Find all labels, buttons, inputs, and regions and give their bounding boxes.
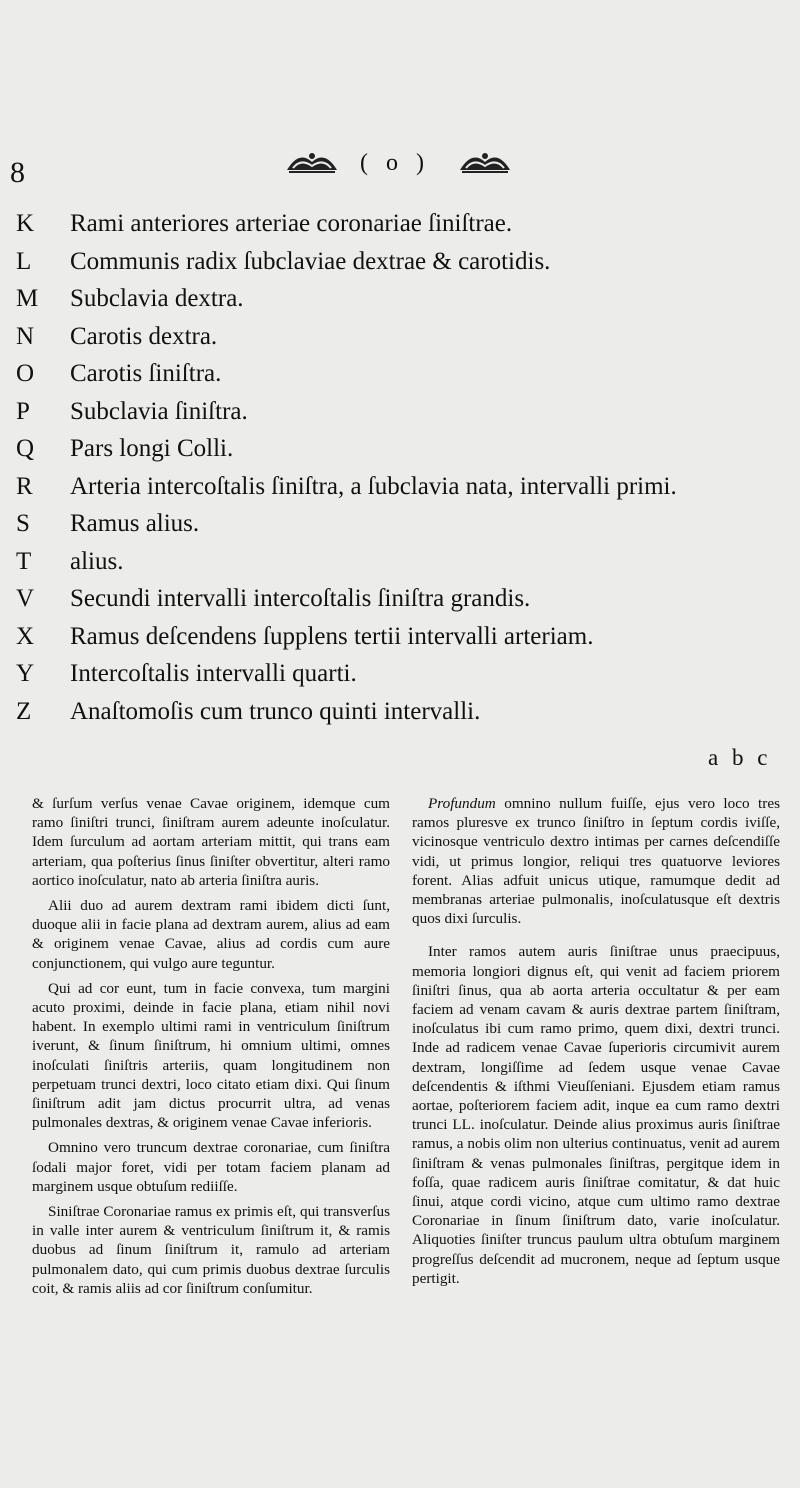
legend-letter: O	[16, 360, 35, 387]
legend-letter: P	[16, 397, 30, 425]
paragraph: Alii duo ad aurem dextram rami ibidem dicti ſunt, duoque alii in facie plana ad dextram aurem, alius ad eam & originem venae Cavae, alius ad cordis cum aure conjunctionem, qui vulgo aure teguntur.	[32, 897, 390, 972]
legend-text: Communis radix ſubclaviae dextrae & carotidis.	[70, 247, 551, 275]
legend-item	[0, 694, 800, 732]
legend-item	[0, 206, 800, 244]
legend-text: Carotis dextra.	[70, 322, 218, 350]
page-header-title: ( o )	[360, 150, 430, 176]
right-column	[412, 794, 780, 1294]
legend-item	[0, 544, 800, 582]
legend-item	[0, 619, 800, 657]
paragraph-text: omnino nullum fuiſſe, ejus vero loco tres ramos pluresve ex trunco ſiniſtro in ſeptum cordis iviſſe, vicinosque ventriculo dextro intimas per carnes deſcendiſſe vidi, ut primus longior, reliqui tres quatuorve leviores forent. Alias adfuit unicus utique, ramumque dedit ad membranas arteriae pulmonalis, inoſculatusque eſt dextris quos dixi ſurculis.	[412, 795, 780, 928]
figure-legend	[0, 206, 800, 731]
legend-letter: Z	[16, 697, 32, 725]
legend-item	[0, 356, 800, 394]
legend-item	[0, 244, 800, 282]
paragraph: Omnino vero truncum dextrae coronariae, cum ſiniſtra ſodali major foret, vidi per totam faciem planam ad marginem usque obtuſum rediiſſe.	[32, 1139, 390, 1195]
legend-text: Arteria intercoſtalis ſiniſtra, a ſubclavia nata, intervalli primi.	[70, 472, 677, 500]
legend-letter: X	[16, 622, 35, 650]
legend-item	[0, 581, 800, 619]
page-header	[0, 140, 800, 188]
legend-letter: M	[16, 285, 39, 312]
printer-ornament-icon	[458, 148, 512, 174]
paragraph: Qui ad cor eunt, tum in facie convexa, tum margini acuto proximi, deinde in facie plana, etiam nihil novi habent. In exemplo ultimi rami in ventriculum ſiniſtrum iverunt, & ſinum ſiniſtrum, hi omnium ultimi, omnes inoſculati ſiniſtris arteriis, quam longitudinem non perpetuam trunci dextri, loco citato etiam dixi. Qui ſinum ſiniſtrum adit jam dictus procurrit ultra, ad venas pulmonales dextras, & originem venae Cavae inferioris.	[32, 979, 390, 1132]
legend-item	[0, 394, 800, 432]
legend-letter: K	[16, 210, 35, 237]
legend-text: Subclavia dextra.	[70, 285, 244, 312]
legend-letter: S	[16, 510, 30, 537]
legend-text: alius.	[70, 547, 124, 575]
legend-letter: L	[16, 247, 32, 275]
legend-item	[0, 469, 800, 507]
legend-letter: Q	[16, 435, 35, 462]
catchword-abc: a b c	[708, 745, 768, 770]
legend-item	[0, 656, 800, 694]
paragraph: Inter ramos autem auris ſiniſtrae unus praecipuus, memoria longiori dignus eſt, qui venit ad faciem priorem ſiniſtri ſinus, qua ab aorta arteria occultatur & per eam faciem ad venam cavam & auris dextrae partem ſiniſtram, inoſculatus ibi cum ramo primo, quem dixi, dextri trunci. Inde ad radicem venae Cavae ſuperioris circumivit aurem dextram, longiſſime ad ſedem usque venae Cavae deſcendentis & iſthmi Vieuſſeniani. Ejusdem etiam ramus aortae, poſteriorem faciem adit, inque ea cum ramo dextri trunci LL. inoſculatur. Deinde alius proximus auris ſiniſtrae ramus, a nobis olim non ulterius continuatus, venit ad aurem ſiniſtram & venas pulmonales ſiniſtras, pergitque idem in foſſa, quae radicem auris ſiniſtrae comitatur, & dat huic ſinui, atque cordi vicino, atque cum ultimo ramo dextrae Coronariae in ſinum ſiniſtrum dato, varie inoſculatur. Aliquoties ſiniſter truncus paulum ultra obtuſum marginem progreſſus deſcendit ad mucronem, neque ad ſeptum usque pertigit.	[412, 943, 780, 1287]
legend-item	[0, 506, 800, 544]
legend-text: Subclavia ſiniſtra.	[70, 397, 248, 425]
legend-item	[0, 319, 800, 357]
legend-letter: R	[16, 472, 33, 500]
legend-text: Anaſtomoſis cum trunco quinti intervalli.	[70, 697, 481, 725]
legend-item	[0, 281, 800, 319]
legend-item	[0, 431, 800, 469]
paragraph: Siniſtrae Coronariae ramus ex primis eſt, qui transverſus in valle inter aurem & ventriculum ſiniſtrum it, & ramis duobus ad ſinum ſiniſtrum it, ramulo ad arteriam pulmonalem dato, qui cum primis duobus dextrae ſurculis coit, & ramis aliis ad cor ſiniſtrum conſumitur.	[32, 1203, 390, 1297]
legend-letter: V	[16, 585, 35, 612]
legend-text: Ramus alius.	[70, 510, 200, 537]
legend-letter: Y	[16, 660, 35, 687]
legend-text: Intercoſtalis intervalli quarti.	[70, 660, 357, 687]
printer-ornament-icon	[285, 148, 339, 174]
legend-letter: N	[16, 322, 35, 350]
page-number: 8	[10, 156, 25, 189]
paragraph	[412, 794, 780, 928]
legend-text: Pars longi Colli.	[70, 435, 234, 462]
legend-text: Carotis ſiniſtra.	[70, 360, 222, 387]
legend-text: Secundi intervalli intercoſtalis ſiniſtra grandis.	[70, 585, 531, 612]
italic-term: Profundum	[428, 795, 496, 812]
legend-letter: T	[16, 547, 32, 575]
legend-text: Rami anteriores arteriae coronariae ſiniſtrae.	[70, 210, 513, 237]
paragraph: & ſurſum verſus venae Cavae originem, idemque cum ramo ſiniſtri trunci, ſiniſtram aurem adeunte inoſculatur. Idem ſurculum ad aortam arteriam mittit, qui trans eam arteriam, qua poſterius ſinus ſiniſter obvertitur, alteri ramo aortico inoſculatur, nato ab arteria ſiniſtra auris.	[32, 795, 390, 889]
left-column	[32, 794, 390, 1304]
legend-text: Ramus deſcendens ſupplens tertii intervalli arteriam.	[70, 622, 594, 650]
